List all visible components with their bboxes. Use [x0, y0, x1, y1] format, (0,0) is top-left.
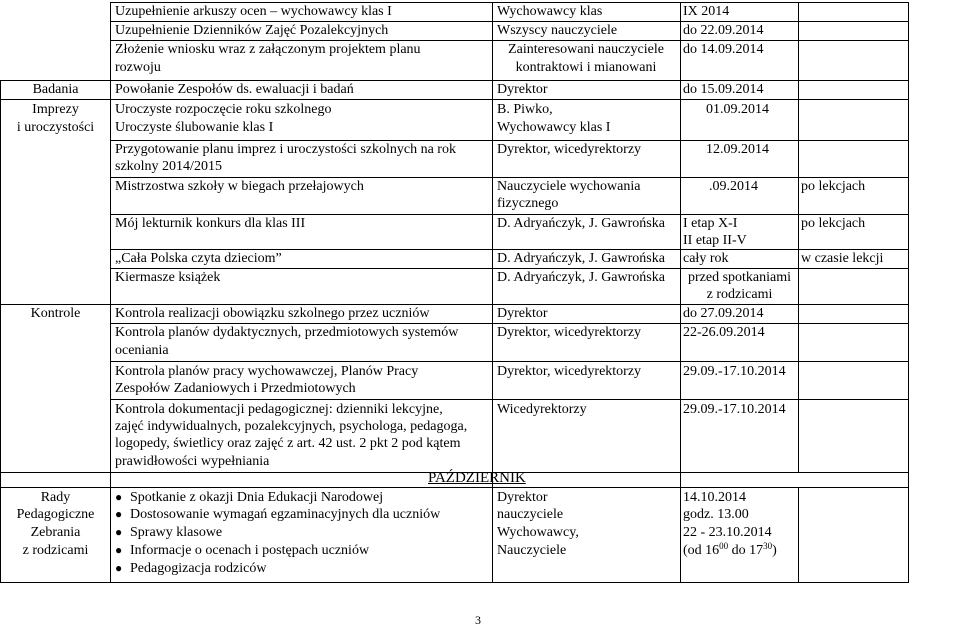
- responsible-cell: kontraktowi i mianowani: [515, 60, 657, 75]
- list-item: Spotkanie z okazji Dnia Edukacji Narodowej: [130, 490, 384, 505]
- date-cell: do 27.09.2014: [683, 306, 764, 321]
- task-cell: Powołanie Zespołów ds. ewaluacji i badań: [115, 82, 354, 97]
- grid-line: [110, 399, 908, 400]
- task-cell: Kontrola realizacji obowiązku szkolnego przez uczniów: [115, 306, 430, 321]
- date-cell: IX 2014: [683, 4, 730, 19]
- date-cell: przed spotkaniami: [687, 270, 792, 285]
- date-cell: do 15.09.2014: [683, 82, 764, 97]
- date-cell: 12.09.2014: [706, 142, 769, 157]
- category-imprezy: Imprezy: [32, 102, 79, 117]
- responsible-cell: Dyrektor, wicedyrektorzy: [497, 364, 642, 379]
- responsible-cell: Wychowawcy klas: [497, 4, 603, 19]
- task-cell: zajęć indywidualnych, pozalekcyjnych, psychologa, pedagoga,: [115, 419, 468, 434]
- date-cell: .09.2014: [709, 179, 758, 194]
- grid-line: [492, 2, 493, 583]
- grid-line: [908, 2, 909, 583]
- list-item: Pedagogizacja rodziców: [130, 561, 267, 576]
- list-item: Dostosowanie wymagań egzaminacyjnych dla uczniów: [130, 507, 441, 522]
- category-zebrania: z rodzicami: [22, 543, 89, 558]
- date-part: do 17: [728, 543, 764, 558]
- date-cell: II etap II-V: [683, 233, 747, 248]
- task-cell: Kontrola dokumentacji pedagogicznej: dzienniki lekcyjne,: [115, 402, 443, 417]
- grid-line: [110, 2, 111, 583]
- date-cell: 29.09.-17.10.2014: [683, 402, 786, 417]
- grid-line: [0, 582, 908, 583]
- responsible-cell: Dyrektor: [497, 490, 548, 505]
- note-cell: w czasie lekcji: [801, 251, 884, 266]
- responsible-cell: D. Adryańczyk, J. Gawrońska: [497, 251, 665, 266]
- task-cell: Uroczyste rozpoczęcie roku szkolnego: [115, 102, 332, 117]
- task-cell: logopedy, świetlicy oraz zajęć z art. 42 ust. 2 pkt 2 pod kątem: [115, 436, 461, 451]
- date-cell: 22 - 23.10.2014: [683, 525, 772, 540]
- grid-line: [798, 487, 799, 583]
- grid-line: [798, 2, 799, 473]
- task-cell: oceniania: [115, 343, 169, 358]
- responsible-cell: B. Piwko,: [497, 102, 553, 117]
- date-cell: 01.09.2014: [706, 102, 769, 117]
- task-cell: „Cała Polska czyta dzieciom”: [115, 251, 282, 266]
- category-rady: Rady: [40, 490, 71, 505]
- date-cell: I etap X-I: [683, 216, 738, 231]
- bullet-icon: ●: [115, 525, 123, 539]
- date-cell: 29.09.-17.10.2014: [683, 364, 786, 379]
- bullet-icon: ●: [115, 543, 123, 557]
- task-cell: Mój lekturnik konkurs dla klas III: [115, 216, 306, 231]
- grid-line: [0, 99, 908, 100]
- category-zebrania: Zebrania: [30, 525, 81, 540]
- date-cell: 14.10.2014: [683, 490, 746, 505]
- task-cell: Złożenie wniosku wraz z załączonym projektem planu: [115, 42, 421, 57]
- grid-line: [110, 361, 908, 362]
- date-cell: z rodzicami: [706, 287, 773, 302]
- bullet-icon: ●: [115, 490, 123, 504]
- grid-line: [0, 487, 908, 488]
- category-rady: Pedagogiczne: [16, 507, 95, 522]
- responsible-cell: D. Adryańczyk, J. Gawrońska: [497, 216, 665, 231]
- task-cell: Przygotowanie planu imprez i uroczystości szkolnych na rok: [115, 142, 456, 157]
- date-cell: [683, 542, 777, 559]
- responsible-cell: Dyrektor, wicedyrektorzy: [497, 142, 642, 157]
- responsible-cell: nauczyciele: [497, 507, 564, 522]
- responsible-cell: Dyrektor, wicedyrektorzy: [497, 325, 642, 340]
- date-cell: do 22.09.2014: [683, 23, 764, 38]
- note-cell: po lekcjach: [801, 179, 866, 194]
- task-cell: Uzupełnienie Dzienników Zajęć Pozalekcyjnych: [115, 23, 389, 38]
- category-imprezy: i uroczystości: [16, 120, 95, 135]
- task-cell: rozwoju: [115, 60, 161, 75]
- date-part: (od 16: [683, 543, 720, 558]
- date-cell: cały rok: [683, 251, 729, 266]
- date-cell: 22-26.09.2014: [683, 325, 765, 340]
- responsible-cell: D. Adryańczyk, J. Gawrońska: [497, 270, 665, 285]
- responsible-cell: Nauczyciele wychowania: [497, 179, 641, 194]
- date-cell: do 14.09.2014: [683, 42, 764, 57]
- task-cell: szkolny 2014/2015: [115, 159, 222, 174]
- note-cell: po lekcjach: [801, 216, 866, 231]
- date-superscript: 30: [763, 541, 773, 551]
- list-item: Sprawy klasowe: [130, 525, 223, 540]
- responsible-cell: Zainteresowani nauczyciele: [508, 42, 664, 57]
- task-cell: Kontrola planów dydaktycznych, przedmiotowych systemów: [115, 325, 459, 340]
- responsible-cell: fizycznego: [497, 196, 559, 211]
- responsible-cell: Wszyscy nauczyciele: [497, 23, 618, 38]
- category-kontrole: Kontrole: [30, 306, 81, 321]
- task-cell: prawidłowości wypełniania: [115, 454, 270, 469]
- date-superscript: 00: [719, 541, 729, 551]
- bullet-icon: ●: [115, 507, 123, 521]
- task-cell: Kontrola planów pracy wychowawczej, Planów Pracy: [115, 364, 419, 379]
- category-badania: Badania: [32, 82, 79, 97]
- responsible-cell: Wicedyrektorzy: [497, 402, 587, 417]
- task-cell: Uroczyste ślubowanie klas I: [115, 120, 274, 135]
- bullet-icon: ●: [115, 561, 123, 575]
- date-cell: godz. 13.00: [683, 507, 749, 522]
- task-cell: Zespołów Zadaniowych i Przedmiotowych: [115, 381, 356, 396]
- month-heading: PAŹDZIERNIK: [428, 470, 526, 486]
- task-cell: Mistrzostwa szkoły w biegach przełajowych: [115, 179, 364, 194]
- date-part: ): [772, 543, 777, 558]
- responsible-cell: Dyrektor: [497, 306, 548, 321]
- responsible-cell: Wychowawcy,: [497, 525, 579, 540]
- list-item: Informacje o ocenach i postępach uczniów: [130, 543, 370, 558]
- responsible-cell: Dyrektor: [497, 82, 548, 97]
- task-cell: Kiermasze książek: [115, 270, 221, 285]
- responsible-cell: Wychowawcy klas I: [497, 120, 611, 135]
- page-number: 3: [475, 613, 481, 627]
- task-cell: Uzupełnienie arkuszy ocen – wychowawcy klas I: [115, 4, 392, 19]
- responsible-cell: Nauczyciele: [497, 543, 567, 558]
